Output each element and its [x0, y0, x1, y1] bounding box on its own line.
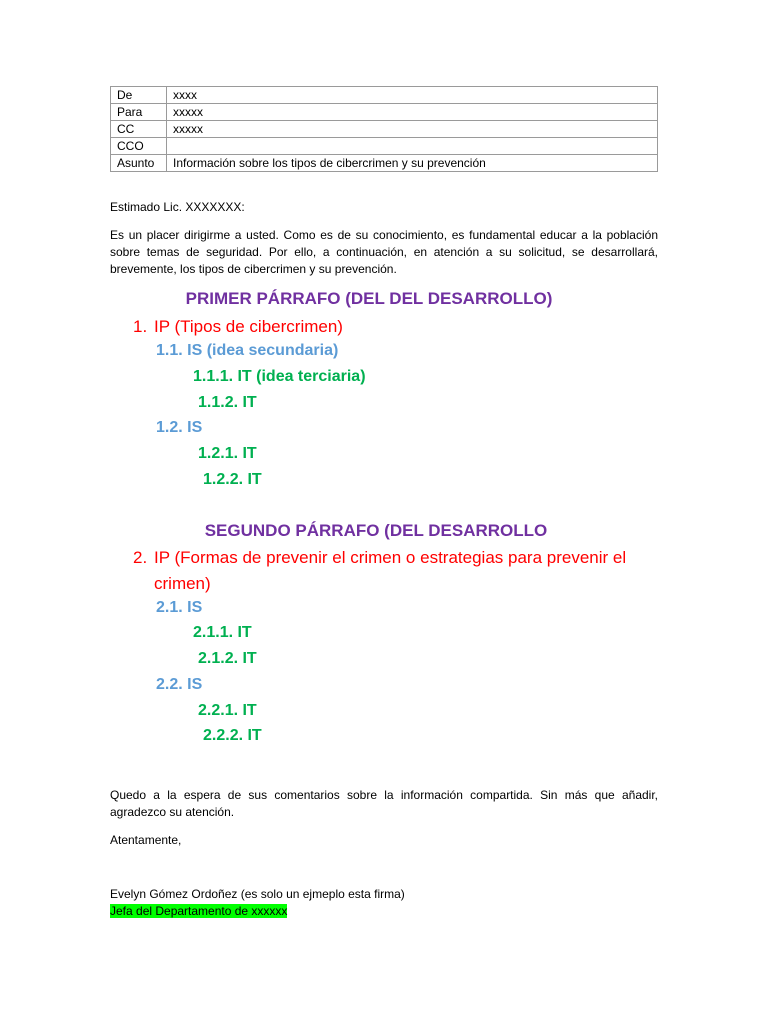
- header-value: [167, 138, 658, 155]
- memo-header-table: [110, 86, 658, 172]
- signature-title-line: [110, 903, 658, 920]
- tertiary-idea: 1.2.2. IT: [203, 471, 262, 488]
- secondary-idea: 1.2. IS: [156, 419, 203, 436]
- secondary-idea: 2.2. IS: [156, 676, 203, 693]
- header-row-cc: [111, 121, 658, 138]
- header-value: xxxxx: [167, 121, 658, 138]
- secondary-idea: 2.1. IS: [156, 599, 203, 616]
- header-value: Información sobre los tipos de cibercrimen y su prevención: [167, 155, 658, 172]
- primary-idea-text: IP (Tipos de cibercrimen): [154, 317, 343, 336]
- tertiary-idea: 2.1.2. IT: [198, 650, 257, 667]
- list-number: 1.: [133, 317, 148, 336]
- greeting: Estimado Lic. XXXXXXX:: [110, 200, 245, 214]
- primary-idea-text: IP (Formas de prevenir el crimen o estrategias para prevenir el crimen): [154, 548, 627, 593]
- tertiary-idea: 1.1.1. IT (idea terciaria): [193, 368, 366, 385]
- signature-title: Jefa del Departamento de xxxxxx: [110, 904, 288, 918]
- signature-name: Evelyn Gómez Ordoñez (es solo un ejmeplo esta firma): [110, 887, 405, 901]
- tertiary-idea: 2.1.1. IT: [193, 624, 252, 641]
- section1-heading: PRIMER PÁRRAFO (DEL DEL DESARROLLO): [185, 289, 553, 308]
- header-value: xxxx: [167, 87, 658, 104]
- header-label: CC: [111, 121, 167, 138]
- secondary-idea: 1.1. IS (idea secundaria): [156, 342, 339, 359]
- closing-paragraph: Quedo a la espera de sus comentarios sobre la información compartida. Sin más que añadir, agradezco su atención.: [110, 788, 658, 819]
- header-row-de: [111, 87, 658, 104]
- header-row-cco: [111, 138, 658, 155]
- section2-primary-idea: [133, 545, 663, 597]
- header-label: De: [111, 87, 167, 104]
- section1-primary-idea: [133, 314, 663, 340]
- section2-heading: SEGUNDO PÁRRAFO (DEL DESARROLLO: [204, 521, 548, 540]
- intro-paragraph: Es un placer dirigirme a usted. Como es de su conocimiento, es fundamental educar a la población sobre temas de seguridad. Por ello, a continuación, en atención a su solicitud, se desarrollará, brevemente, los tipos de cibercrimen y su prevención.: [110, 228, 658, 276]
- tertiary-idea: 2.2.2. IT: [203, 727, 262, 744]
- header-value: xxxxx: [167, 104, 658, 121]
- tertiary-idea: 1.2.1. IT: [198, 445, 257, 462]
- header-label: Asunto: [111, 155, 167, 172]
- header-row-asunto: [111, 155, 658, 172]
- header-label: Para: [111, 104, 167, 121]
- header-row-para: [111, 104, 658, 121]
- list-number: 2.: [133, 548, 148, 567]
- header-label: CCO: [111, 138, 167, 155]
- tertiary-idea: 1.1.2. IT: [198, 394, 257, 411]
- salutation: Atentamente,: [110, 833, 182, 847]
- tertiary-idea: 2.2.1. IT: [198, 702, 257, 719]
